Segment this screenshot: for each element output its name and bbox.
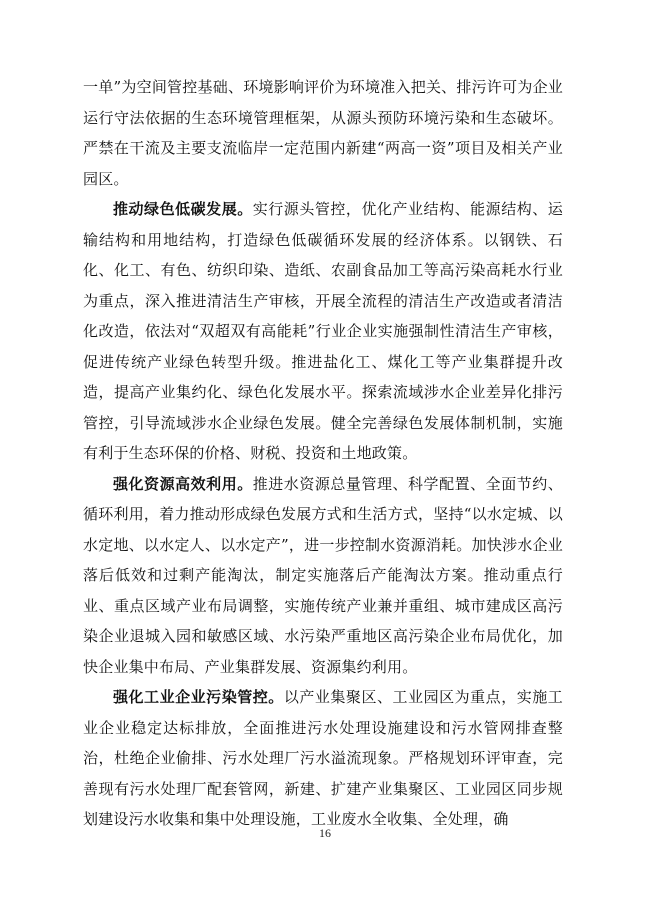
- page-number: 16: [319, 826, 331, 840]
- paragraph-continuation: [83, 72, 563, 194]
- paragraph-resource-efficiency: [83, 469, 563, 683]
- paragraph-text: 一单”为空间管控基础、环境影响评价为环境准入把关、排污许可为企业运行守法依据的生态环境管理框架，从源头预防环境污染和生态破坏。严禁在干流及主要支流临岸一定范围内新建“两高一资”项目及相关产业园区。: [83, 78, 563, 188]
- paragraph-heading: 强化资源高效利用。: [113, 474, 253, 493]
- paragraph-green-low-carbon: [83, 194, 563, 469]
- paragraph-industrial-pollution: [83, 682, 563, 835]
- paragraph-text: 实行源头管控，优化产业结构、能源结构、运输结构和用地结构，打造绿色低碳循环发展的经济体系。以钢铁、石化、化工、有色、纺织印染、造纸、农副食品加工等高污染高耗水行业为重点，深入推进清洁生产审核，开展全流程的清洁生产改造或者清洁化改造，依法对“双超双有高能耗”行业企业实施强制性清洁生产审核，促进传统产业绿色转型升级。推进盐化工、煤化工等产业集群提升改造，提高产业集约化、绿色化发展水平。探索流域涉水企业差异化排污管控，引导流域涉水企业绿色发展。健全完善绿色发展体制机制，实施有利于生态环保的价格、财税、投资和土地政策。: [83, 200, 563, 462]
- paragraph-text: 推进水资源总量管理、科学配置、全面节约、循环利用，着力推动形成绿色发展方式和生活方式，坚持“以水定城、以水定地、以水定人、以水定产”，进一步控制水资源消耗。加快涉水企业落后低效和过剩产能淘汰，制定实施落后产能淘汰方案。推动重点行业、重点区域产业布局调整，实施传统产业兼并重组、城市建成区高污染企业退城入园和敏感区域、水污染严重地区高污染企业布局优化，加快企业集中布局、产业集群发展、资源集约利用。: [83, 474, 563, 676]
- paragraph-heading: 强化工业企业污染管控。: [113, 688, 284, 706]
- body-text: [83, 72, 563, 835]
- paragraph-text: 以产业集聚区、工业园区为重点，实施工业企业稳定达标排放，全面推进污水处理设施建设和污水管网排查整治，杜绝企业偷排、污水处理厂污水溢流现象。严格规划环评审查，完善现有污水处理厂配套管网，新建、扩建产业集聚区、工业园区同步规划建设污水收集和集中处理设施，工业废水全收集、全处理，确: [83, 688, 563, 828]
- paragraph-heading: 推动绿色低碳发展。: [113, 200, 253, 218]
